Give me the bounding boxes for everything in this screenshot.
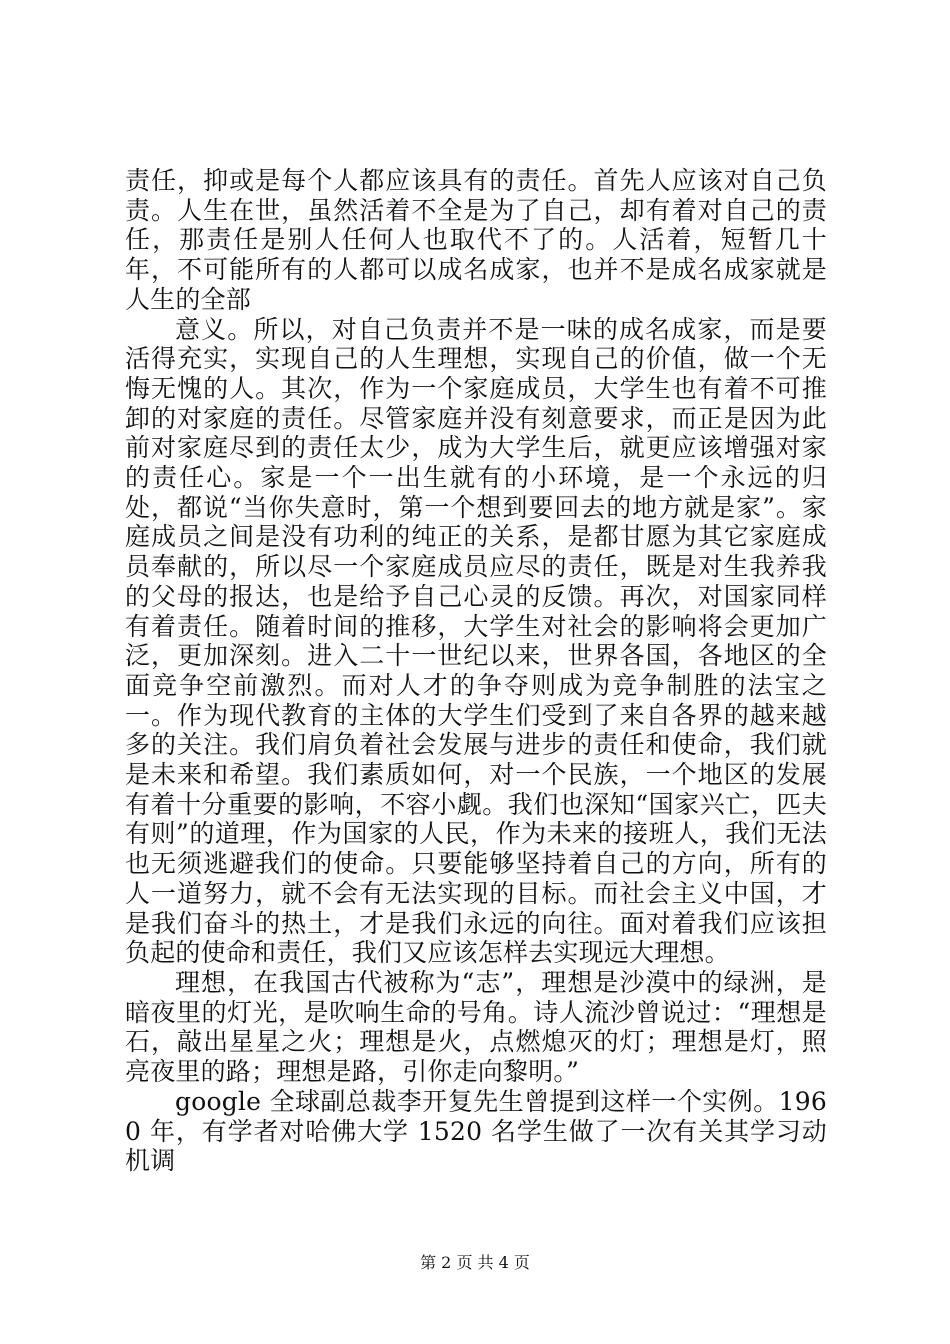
paragraph-1: 责任，抑或是每个人都应该具有的责任。首先人应该对自己负责。人生在世，虽然活着不全是为了自己，却有着对自己的责任，那责任是别人任何人也取代不了的。人活着，短暂几十年，不可能所有的人都可以成名成家，也并不是成名成家就是人生的全部	[125, 166, 827, 314]
paragraph-2: 意义。所以，对自己负责并不是一味的成名成家，而是要活得充实，实现自己的人生理想，实现自己的价值，做一个无悔无愧的人。其次，作为一个家庭成员，大学生也有着不可推卸的对家庭的责任。尽管家庭并没有刻意要求，而正是因为此前对家庭尽到的责任太少，成为大学生后，就更应该增强对家的责任心。家是一个一出生就有的小环境，是一个永远的归处，都说“当你失意时，第一个想到要回去的地方就是家”。家庭成员之间是没有功利的纯正的关系，是都甘愿为其它家庭成员奉献的，所以尽一个家庭成员应尽的责任，既是对生我养我的父母的报达，也是给予自己心灵的反馈。再次，对国家同样有着责任。随着时间的推移，大学生对社会的影响将会更加广泛，更加深刻。进入二十一世纪以来，世界各国，各地区的全面竞争空前激烈。而对人才的争夺则成为竞争制胜的法宝之一。作为现代教育的主体的大学生们受到了来自各界的越来越多的关注。我们肩负着社会发展与进步的责任和使命，我们就是未来和希望。我们素质如何，对一个民族，一个地区的发展有着十分重要的影响，不容小觑。我们也深知“国家兴亡，匹夫有则”的道理，作为国家的人民，作为未来的接班人，我们无法也无须逃避我们的使命。只要能够坚持着自己的方向，所有的人一道努力，就不会有无法实现的目标。而社会主义中国，才是我们奋斗的热土，才是我们永远的向往。面对着我们应该担负起的使命和责任，我们又应该怎样去实现远大理想。	[125, 314, 827, 968]
document-body	[125, 166, 827, 1176]
paragraph-3: 理想，在我国古代被称为“志”，理想是沙漠中的绿洲，是暗夜里的灯光，是吹响生命的号角。诗人流沙曾说过：“理想是石，敲出星星之火；理想是火，点燃熄灭的灯；理想是灯，照亮夜里的路；理想是路，引你走向黎明。”	[125, 967, 827, 1087]
page-number-footer: 第 2 页 共 4 页	[420, 1253, 530, 1272]
paragraph-4: google 全球副总裁李开复先生曾提到这样一个实例。1960 年，有学者对哈佛大学 1520 名学生做了一次有关其学习动机调	[125, 1086, 827, 1176]
